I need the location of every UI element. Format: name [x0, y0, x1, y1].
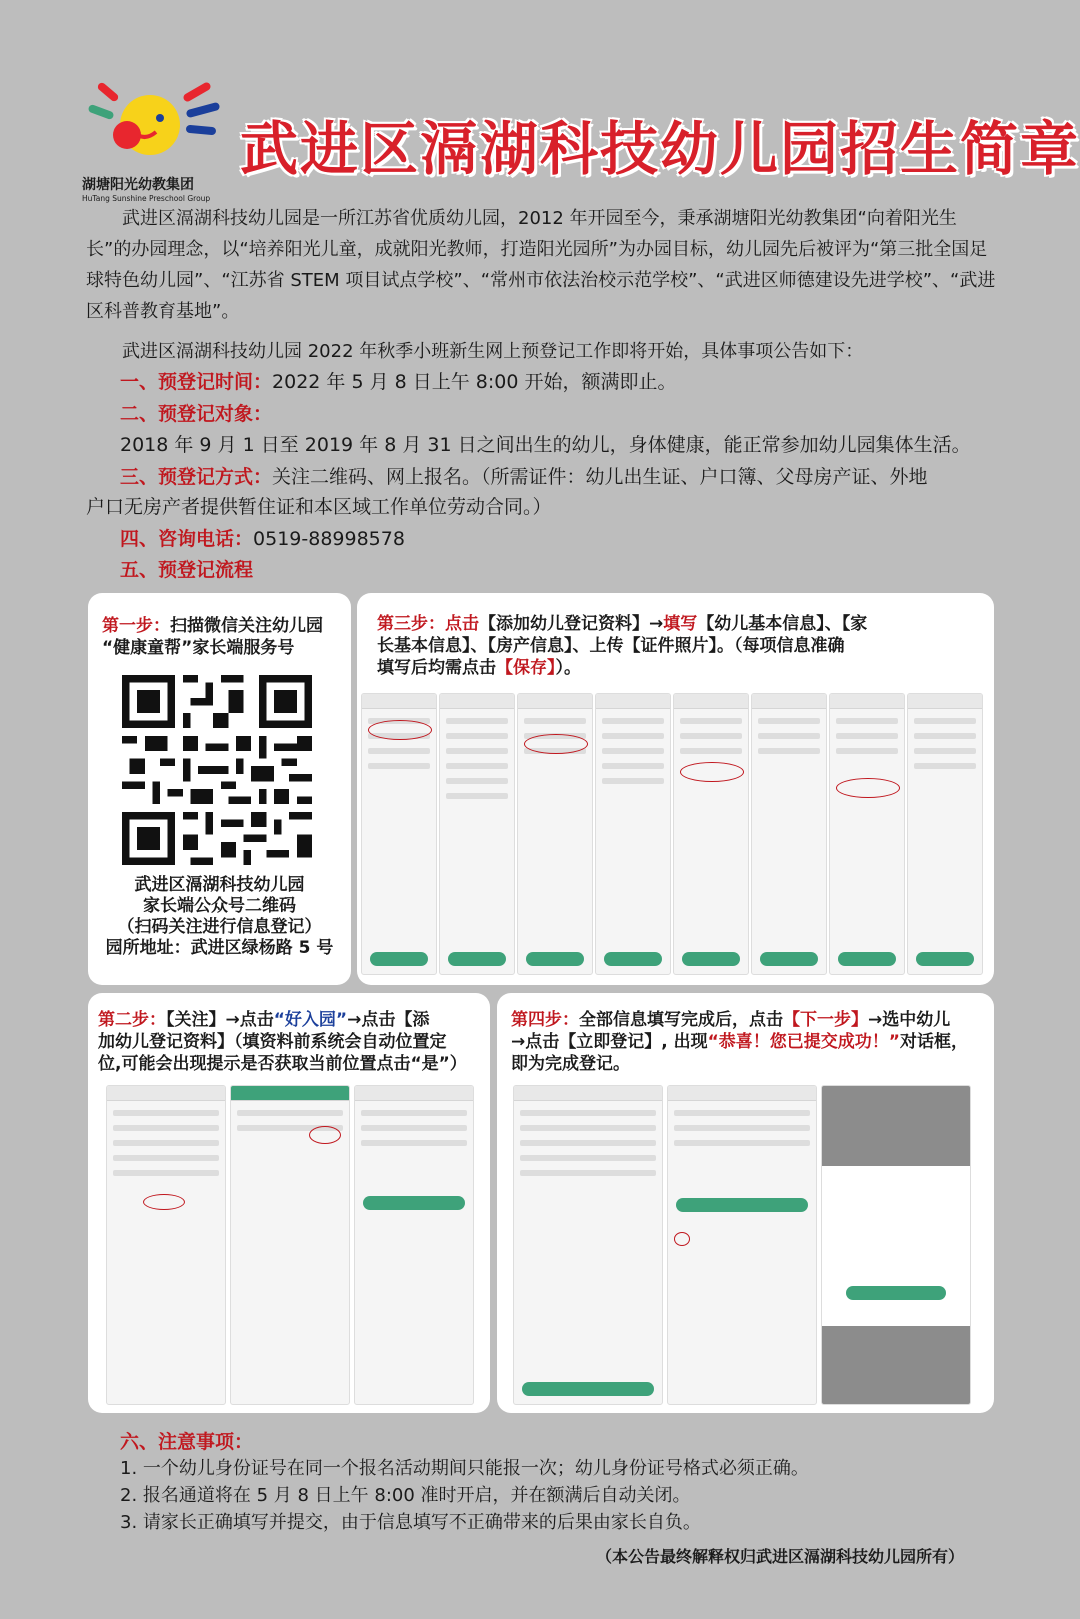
note-3: 3. 请家长正确填写并提交，由于信息填写不正确带来的后果由家长自负。 — [120, 1512, 701, 1533]
step3-card — [357, 593, 994, 985]
screenshot-step3-f — [751, 693, 827, 975]
sunshine-logo-icon — [82, 80, 232, 170]
notes-label: 六、注意事项： — [120, 1431, 254, 1453]
screenshot-step3-e — [673, 693, 749, 975]
item-phone — [120, 524, 405, 555]
note-2: 2. 报名通道将在 5 月 8 日上午 8:00 准时开启，并在额满后自动关闭。 — [120, 1485, 691, 1506]
footer-note: （本公告最终解释权归武进区滆湖科技幼儿园所有） — [596, 1547, 965, 1566]
step3-text: 第三步：点击【添加幼儿登记资料】→填写【幼儿基本信息】、【家 长基本信息】、【房产信息】、上传【证件照片】。（每项信息准确 填写后均需点击【保存】）。 — [377, 614, 868, 678]
screenshot-step3-d — [595, 693, 671, 975]
qr-code[interactable] — [122, 675, 312, 865]
qr-code-icon — [122, 675, 312, 865]
step1-text: 第一步：扫描微信关注幼儿园 “健康童帮”家长端服务号 — [102, 616, 323, 658]
screenshot-step3-h — [907, 693, 983, 975]
item-phone-label: 四、咨询电话： — [120, 528, 254, 550]
screenshot-step2-a — [106, 1085, 226, 1405]
step4-card — [497, 993, 994, 1413]
step4-text: 第四步：全部信息填写完成后，点击【下一步】→选中幼儿 →点击【立即登记】, 出现“恭喜！您已提交成功！”对话框， 即为完成登记。 — [511, 1010, 968, 1074]
screenshot-step3-c — [517, 693, 593, 975]
intro-notice: 武进区滆湖科技幼儿园 2022 年秋季小班新生网上预登记工作即将开始，具体事项公告如下： — [122, 341, 864, 362]
item-phone-value: 0519-88998578 — [253, 528, 405, 550]
screenshot-step3-b — [439, 693, 515, 975]
item-flow-label: 五、预登记流程 — [120, 559, 254, 581]
screenshot-step3-g — [829, 693, 905, 975]
step2-text: 第二步：【关注】→点击“好入园”→点击【添 加幼儿登记资料】（填资料前系统会自动位置定 位,可能会出现提示是否获取当前位置点击“是”） — [98, 1010, 467, 1074]
screenshot-step2-b — [230, 1085, 350, 1405]
screenshot-step4-c — [821, 1085, 971, 1405]
note-1: 1. 一个幼儿身份证号在同一个报名活动期间只能报一次；幼儿身份证号格式必须正确。 — [120, 1458, 809, 1479]
page-title: 武进区滆湖科技幼儿园招生简章 — [240, 115, 1080, 183]
item-method — [120, 462, 928, 493]
screenshot-step4-b — [667, 1085, 817, 1405]
item-target-value: 2018 年 9 月 1 日至 2019 年 8 月 31 日之间出生的幼儿，身体健康，能正常参加幼儿园集体生活。 — [120, 434, 971, 456]
logo-english-name: HuTang Sunshine Preschool Group — [82, 194, 211, 203]
step1-caption: 武进区滆湖科技幼儿园 家长端公众号二维码 （扫码关注进行信息登记） 园所地址：武进区绿杨路 5 号 — [105, 875, 334, 958]
logo-chinese-name: 湖塘阳光幼教集团 — [82, 177, 194, 193]
item-time-label: 一、预登记时间： — [120, 371, 273, 393]
screenshot-step3-a — [361, 693, 437, 975]
screenshot-step4-a — [513, 1085, 663, 1405]
step2-card — [88, 993, 490, 1413]
item-time — [120, 367, 677, 398]
item-target-label: 二、预登记对象： — [120, 403, 273, 425]
logo — [82, 80, 232, 203]
item-method-value-cont: 户口无房产者提供暂住证和本区域工作单位劳动合同。） — [86, 496, 552, 518]
step1-card — [88, 593, 351, 985]
screenshot-step2-c — [354, 1085, 474, 1405]
item-method-label: 三、预登记方式： — [120, 466, 273, 488]
item-method-value: 关注二维码、网上报名。（所需证件：幼儿出生证、户口簿、父母房产证、外地 — [272, 466, 928, 488]
item-time-value: 2022 年 5 月 8 日上午 8:00 开始，额满即止。 — [272, 371, 677, 393]
intro-paragraph: 武进区滆湖科技幼儿园是一所江苏省优质幼儿园，2012 年开园至今，秉承湖塘阳光幼教集团“向着阳光生长”的办园理念，以“培养阳光儿童，成就阳光教师，打造阳光园所”为办园目标，幼儿园先后被评为“第三批全国足球特色幼儿园”、“江苏省 STEM 项目试点学校”、“常州市依法治校示范学校”、“武进区师德建设先进学校”、“武进区科普教育基地”。 — [86, 208, 996, 322]
